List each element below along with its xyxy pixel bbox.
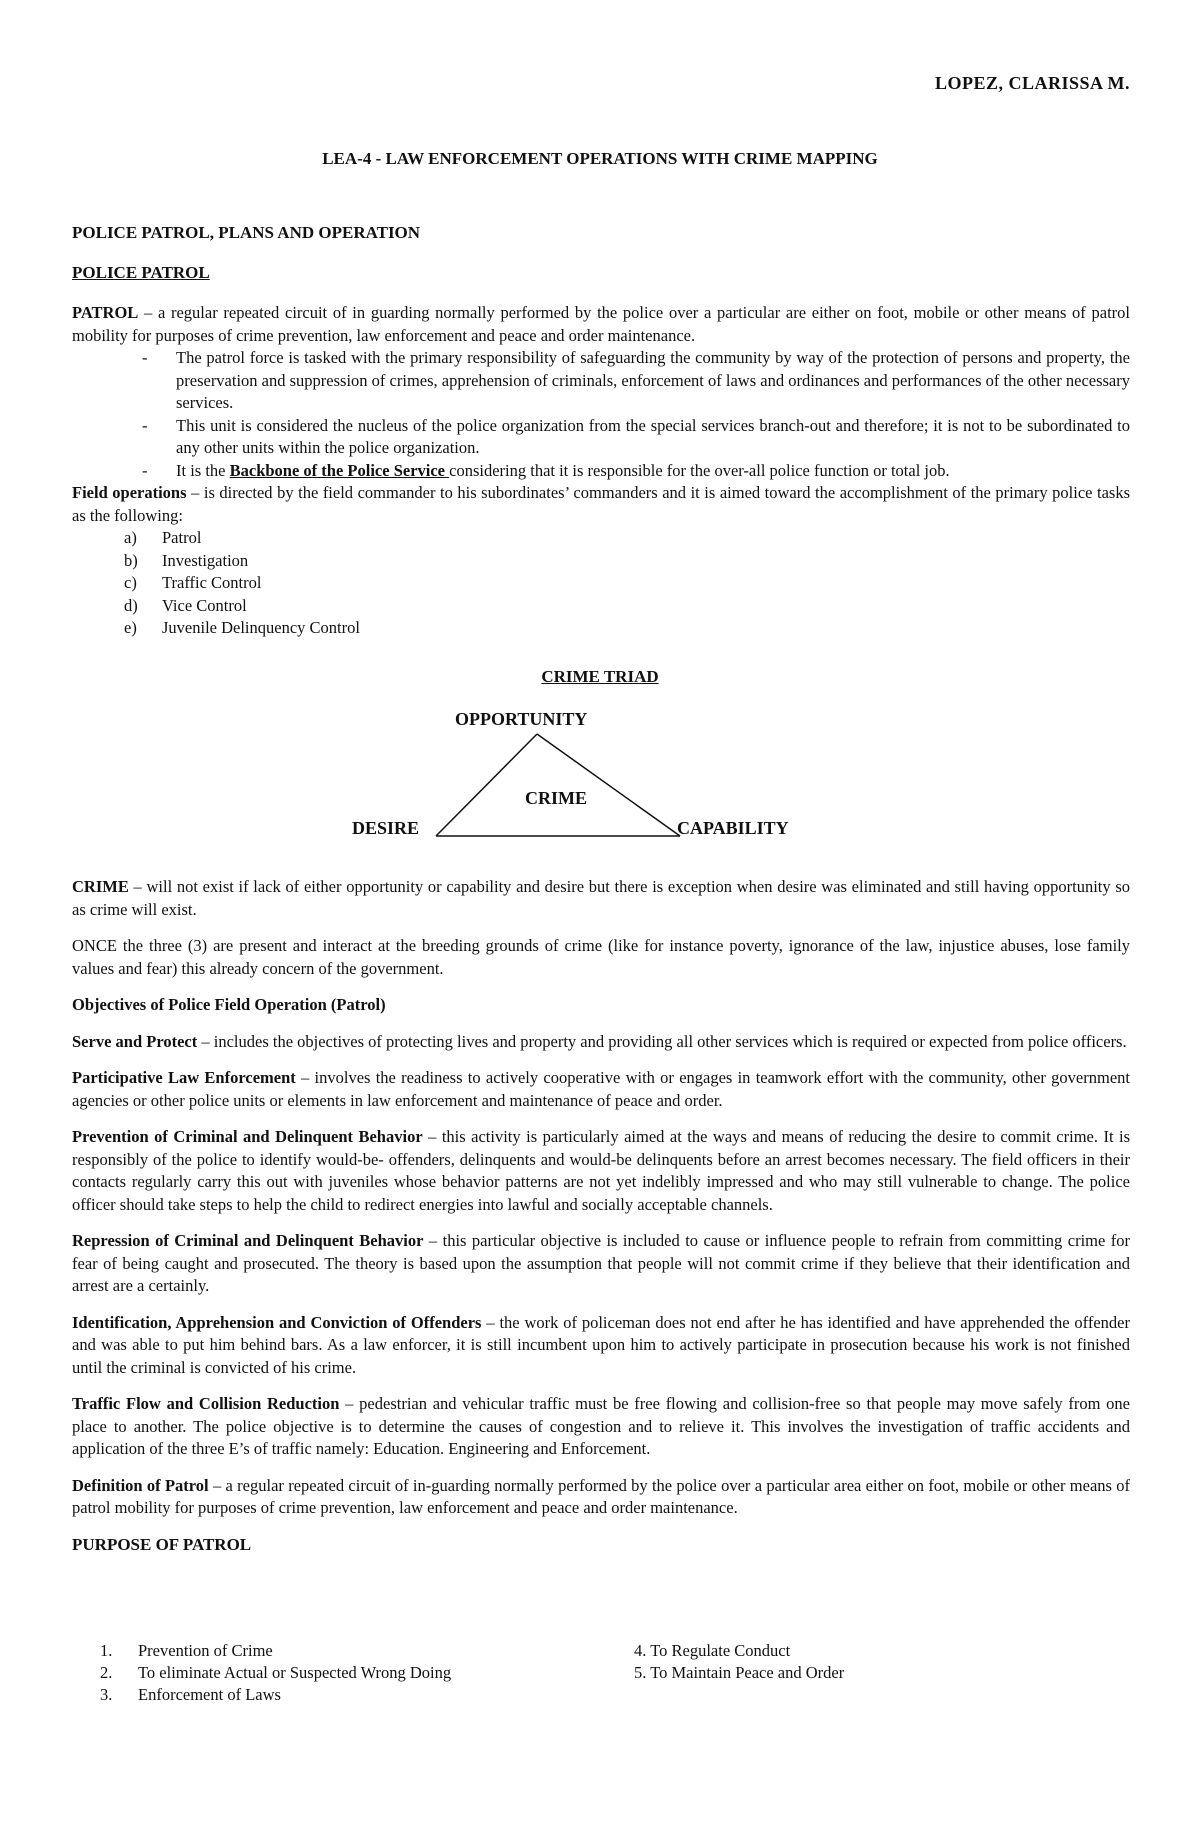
crime-triad-title: CRIME TRIAD bbox=[541, 667, 659, 686]
objective-text: – pedestrian and vehicular traffic must be free flowing and collision-free so that people may move safely from one place to another. The police objective is to determine the causes of congestion and to relieve it. This involves the investigation of traffic accidents and application of the three E’s of traffic namely: Education. Engineering and Enforcement. bbox=[72, 1394, 1130, 1458]
list-label: Investigation bbox=[162, 550, 249, 570]
list-number: 3. bbox=[100, 1685, 113, 1704]
objective-repression bbox=[72, 1230, 1130, 1298]
list-marker: d) bbox=[124, 595, 138, 615]
triad-crime-label: CRIME bbox=[525, 788, 587, 808]
objective-term: Repression of Criminal and Delinquent Behavior bbox=[72, 1231, 424, 1250]
bullet-text: It is the bbox=[176, 460, 230, 480]
objective-term: Traffic Flow and Collision Reduction bbox=[72, 1394, 340, 1413]
list-number: 1. bbox=[100, 1641, 113, 1660]
triad-capability-label: CAPABILITY bbox=[677, 818, 789, 838]
list-marker: a) bbox=[124, 528, 137, 547]
objective-text: – this activity is particularly aimed at the ways and means of reducing the desire to commit crime. It is responsibly of the police to identify would-be- offenders, delinquents and would-be delinquents before an arrest becomes necessary. The field officers in their contacts regularly carry this out with juveniles whose behavior patterns are not yet indelibly impressed and who may still vulnerable to change. The police officer should take steps to help the child to redirect energies into lawful and socially acceptable channels. bbox=[72, 1127, 1131, 1214]
objectives-heading: Objectives of Police Field Operation (Patrol) bbox=[72, 995, 386, 1014]
objective-term: Serve and Protect bbox=[72, 1031, 198, 1051]
list-label: Prevention of Crime bbox=[138, 1641, 273, 1660]
bullet-text: considering that it is responsible for the over-all police function or total job. bbox=[449, 460, 950, 480]
patrol-bullet: - This unit is considered the nucleus of the police organization from the special services branch-out and therefore; it is not to be subordinated to any other units within the police organization. bbox=[176, 415, 1130, 460]
list-label: Juvenile Delinquency Control bbox=[162, 618, 360, 637]
crime-note-text: – will not exist if lack of either opportunity or capability and desire but there is exception when desire was eliminated and still having opportunity so as crime will exist. bbox=[72, 877, 1130, 919]
objective-participative bbox=[72, 1067, 1130, 1112]
objective-text: – involves the readiness to actively cooperative with or engages in teamwork effort with the community, other government agencies or other police units or elements in law enforcement and maintenance of peace and order. bbox=[72, 1068, 1130, 1110]
objective-term: Definition of Patrol bbox=[72, 1475, 209, 1495]
patrol-bullet: - The patrol force is tasked with the primary responsibility of safeguarding the community by way of the protection of persons and property, the preservation and suppression of crimes, apprehension of criminals, enforcement of laws and ordinances and performances of the other necessary services. bbox=[176, 347, 1130, 415]
triad-desire-label: DESIRE bbox=[352, 818, 420, 838]
definition-of-patrol bbox=[72, 1475, 1130, 1520]
list-marker: c) bbox=[124, 573, 137, 592]
objective-text: – includes the objectives of protecting lives and property and providing all other services which is required or expected from police officers. bbox=[197, 1031, 1127, 1051]
triad-left-edge bbox=[436, 734, 537, 836]
field-ops-term: Field operations bbox=[72, 483, 187, 502]
objective-text: – the work of policeman does not end after he has identified and have apprehended the offender and was able to put him behind bars. As a law enforcer, it is still incumbent upon him to actively participate in prosecution because his work is not finished until the criminal is convicted of his crime. bbox=[72, 1312, 1130, 1377]
backbone-emphasis: Backbone of the Police Service bbox=[229, 460, 450, 480]
author-name: LOPEZ, CLARISSA M. bbox=[934, 73, 1130, 93]
patrol-term: PATROL bbox=[72, 303, 139, 322]
objective-text: – this particular objective is included to cause or influence people to refrain from committing crime for fear of being caught and prosecuted. The theory is based upon the assumption that people will not commit crime if they believe that their identification and arrest are a certainly. bbox=[72, 1231, 1130, 1295]
triad-right-edge bbox=[537, 734, 680, 836]
list-number: 2. bbox=[100, 1663, 113, 1682]
triad-opportunity-label: OPPORTUNITY bbox=[455, 709, 588, 729]
list-number: 5. bbox=[634, 1663, 647, 1682]
list-marker: e) bbox=[124, 618, 137, 637]
list-label: To eliminate Actual or Suspected Wrong Doing bbox=[138, 1663, 452, 1682]
objective-term: Participative Law Enforcement bbox=[72, 1068, 296, 1087]
list-label: Vice Control bbox=[162, 595, 247, 615]
objective-traffic bbox=[72, 1393, 1130, 1461]
list-label: To Maintain Peace and Order bbox=[650, 1663, 845, 1682]
objective-term: Prevention of Criminal and Delinquent Behavior bbox=[72, 1127, 423, 1146]
subsection-title: POLICE PATROL bbox=[72, 263, 210, 282]
list-marker: b) bbox=[124, 550, 138, 570]
crime-term: CRIME bbox=[72, 877, 129, 896]
purpose-heading: PURPOSE OF PATROL bbox=[72, 1534, 252, 1554]
list-label: To Regulate Conduct bbox=[650, 1641, 791, 1660]
list-label: Traffic Control bbox=[162, 573, 262, 592]
section-title: POLICE PATROL, PLANS AND OPERATION bbox=[72, 223, 421, 242]
field-ops-text: – is directed by the field commander to his subordinates’ commanders and it is aimed toward the accomplishment of the primary police tasks as the following: bbox=[72, 483, 1131, 525]
objective-text: – a regular repeated circuit of in-guarding normally performed by the police over a particular area either on foot, mobile or other means of patrol mobility for purposes of crime prevention, law enforcement and peace and order maintenance. bbox=[72, 1475, 1131, 1517]
objective-prevention bbox=[72, 1126, 1130, 1216]
patrol-definition-text: – a regular repeated circuit of in guarding normally performed by the police over a particular are either on foot, mobile or other means of patrol mobility for purposes of crime prevention, law enforcement and peace and order maintenance. bbox=[72, 303, 1130, 345]
list-label: Patrol bbox=[162, 528, 202, 547]
list-number: 4. bbox=[634, 1641, 647, 1660]
crime-notes-section bbox=[72, 876, 1130, 1570]
list-label: Enforcement of Laws bbox=[138, 1685, 281, 1704]
objective-serve bbox=[72, 1031, 1130, 1054]
list-item bbox=[634, 1662, 844, 1685]
list-item bbox=[634, 1640, 790, 1663]
course-title: LEA-4 - LAW ENFORCEMENT OPERATIONS WITH CRIME MAPPING bbox=[322, 149, 878, 168]
crime-note bbox=[72, 876, 1130, 921]
objective-term: Identification, Apprehension and Conviction of Offenders bbox=[72, 1312, 482, 1332]
once-paragraph: ONCE the three (3) are present and interact at the breeding grounds of crime (like for instance poverty, ignorance of the law, injustice abuses, lose family values and fear) this already concern of the government. bbox=[72, 936, 1130, 978]
objective-identification bbox=[72, 1312, 1130, 1380]
